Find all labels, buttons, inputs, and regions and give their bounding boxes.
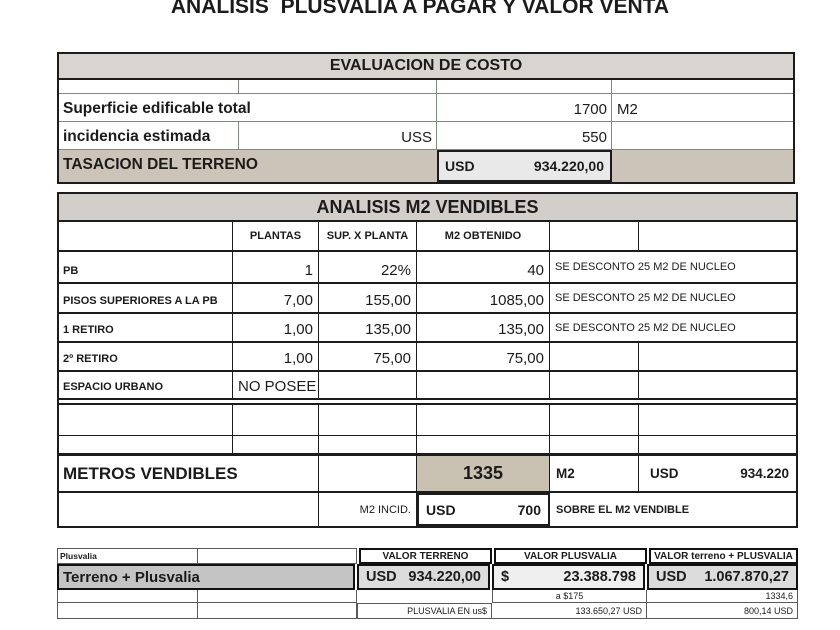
row-note: SE DESCONTO 25 M2 DE NUCLEO bbox=[555, 292, 736, 304]
tasacion-label: TASACION DEL TERRENO bbox=[63, 155, 258, 173]
spacer-cell bbox=[59, 80, 239, 94]
m2-empty-row bbox=[59, 405, 796, 436]
tasacion-value: 934.220,00 bbox=[533, 158, 604, 174]
total-currency: USD bbox=[656, 569, 687, 585]
m2-header-row bbox=[59, 222, 796, 252]
superficie-unit: M2 bbox=[612, 94, 793, 122]
m2-incid-row bbox=[59, 493, 796, 526]
empty-cell bbox=[59, 436, 233, 453]
spacer-cell bbox=[612, 80, 793, 94]
plantas-value: 1,00 bbox=[233, 314, 319, 341]
plusvalia-value: 23.388.798 bbox=[563, 569, 636, 585]
m2-value: 135,00 bbox=[417, 314, 550, 341]
terreno-currency: USD bbox=[366, 569, 397, 585]
plusvalia-en-usd-label: PLUSVALIA EN us$ bbox=[357, 603, 492, 619]
row-label: 2º RETIRO bbox=[59, 343, 233, 370]
tasacion-value-cell bbox=[437, 150, 612, 182]
row-label: 1 RETIRO bbox=[59, 314, 233, 341]
empty-cell bbox=[550, 436, 639, 453]
empty-cell bbox=[639, 436, 796, 453]
incid-currency: USD bbox=[426, 501, 456, 518]
m2-empty-row bbox=[59, 436, 796, 453]
m2-table bbox=[57, 192, 798, 528]
empty-cell bbox=[198, 590, 357, 603]
incidencia-row bbox=[59, 122, 793, 150]
sup-value: 135,00 bbox=[319, 314, 417, 341]
plusvalia-table bbox=[57, 548, 798, 619]
plusvalia-usd-value: 133.650,27 USD bbox=[492, 603, 647, 619]
incid-value: 700 bbox=[517, 501, 541, 518]
m2-header-empty bbox=[550, 222, 639, 250]
incidencia-empty-cell bbox=[612, 122, 793, 150]
empty-cell bbox=[319, 436, 417, 453]
superficie-value: 1700 bbox=[437, 94, 612, 122]
sobre-m2-note: SOBRE EL M2 VENDIBLE bbox=[556, 503, 690, 516]
m2-header-empty bbox=[59, 222, 233, 250]
col-header-m2-obtenido: M2 OBTENIDO bbox=[417, 222, 550, 250]
row-note: SE DESCONTO 25 M2 DE NUCLEO bbox=[555, 261, 736, 273]
metros-vendibles-row bbox=[59, 453, 796, 493]
empty-cell bbox=[198, 548, 357, 564]
empty-cell bbox=[639, 405, 796, 435]
metros-total-cell: 1335 bbox=[417, 456, 550, 491]
empty-cell bbox=[59, 493, 319, 526]
sup-value: 75,00 bbox=[319, 343, 417, 370]
m2-row-pisos bbox=[59, 284, 796, 314]
spacer-cell bbox=[437, 80, 612, 94]
spacer-cell bbox=[239, 80, 437, 94]
row-label: ESPACIO URBANO bbox=[59, 372, 233, 398]
total-value: 1.067.870,27 bbox=[704, 569, 789, 585]
empty-cell bbox=[417, 372, 550, 398]
sup-value: 22% bbox=[319, 252, 417, 282]
col-header-plantas: PLANTAS bbox=[233, 222, 319, 250]
empty-cell bbox=[639, 372, 796, 398]
m2-row-retiro1 bbox=[59, 314, 796, 343]
header-valor-terreno: VALOR TERRENO bbox=[359, 548, 492, 564]
total-m2-cell: 1334,6 bbox=[647, 590, 798, 603]
m2-row-pb bbox=[59, 252, 796, 284]
valor-plusvalia-cell bbox=[492, 564, 645, 590]
m2-row-retiro2 bbox=[59, 343, 796, 372]
row-note: SE DESCONTO 25 M2 DE NUCLEO bbox=[555, 321, 736, 334]
plusvalia-currency: $ bbox=[501, 569, 510, 585]
metros-vendibles-label: METROS VENDIBLES bbox=[59, 456, 319, 491]
superficie-label: Superficie edificable total bbox=[59, 94, 437, 122]
per-m2-usd-value: 800,14 USD bbox=[647, 603, 798, 619]
plantas-value: 1 bbox=[233, 252, 319, 282]
tasacion-empty-cell bbox=[612, 150, 793, 182]
cost-table-spacer-row bbox=[59, 80, 793, 94]
empty-cell bbox=[417, 405, 550, 435]
page-title-text: ANALISIS PLUSVALIA A PAGAR Y VALOR VENTA bbox=[167, 0, 673, 14]
plantas-value: NO POSEE bbox=[233, 372, 319, 398]
m2-incid-label: M2 INCID. bbox=[319, 493, 417, 526]
metros-unit: M2 bbox=[550, 456, 639, 491]
plantas-value: 7,00 bbox=[233, 284, 319, 312]
m2-table-title: ANALISIS M2 VENDIBLES bbox=[59, 194, 796, 222]
empty-cell bbox=[57, 603, 198, 619]
terreno-value: 934.220,00 bbox=[408, 569, 481, 585]
metros-usd-cell bbox=[639, 456, 796, 491]
page-title bbox=[0, 0, 840, 14]
empty-cell bbox=[550, 343, 639, 370]
tasacion-currency: USD bbox=[445, 158, 475, 174]
m2-value: 75,00 bbox=[417, 343, 550, 370]
incidencia-value: 550 bbox=[437, 122, 612, 150]
empty-cell bbox=[319, 456, 417, 491]
m2-value: 40 bbox=[417, 252, 550, 282]
plusvalia-detail-row-1 bbox=[57, 590, 798, 603]
incidencia-currency: USS bbox=[239, 122, 437, 150]
empty-cell bbox=[550, 372, 639, 398]
terreno-plusvalia-row bbox=[57, 564, 798, 590]
plusvalia-header-row bbox=[57, 548, 798, 564]
tasacion-row bbox=[59, 150, 793, 182]
m2-value: 1085,00 bbox=[417, 284, 550, 312]
m2-row-espacio-urbano bbox=[59, 372, 796, 400]
cost-table-header: EVALUACION DE COSTO bbox=[59, 54, 793, 80]
empty-cell bbox=[417, 436, 550, 453]
terreno-plusvalia-label: Terreno + Plusvalia bbox=[57, 564, 355, 590]
empty-cell bbox=[319, 405, 417, 435]
metros-value: 934.220 bbox=[740, 466, 789, 481]
plusvalia-corner-label: Plusvalia bbox=[57, 548, 198, 564]
empty-cell bbox=[198, 603, 357, 619]
plantas-value: 1,00 bbox=[233, 343, 319, 370]
row-label: PB bbox=[59, 252, 233, 282]
valor-total-cell bbox=[647, 564, 798, 590]
cost-table bbox=[57, 52, 795, 184]
empty-cell bbox=[233, 436, 319, 453]
empty-cell bbox=[550, 405, 639, 435]
header-valor-plusvalia: VALOR PLUSVALIA bbox=[494, 548, 647, 564]
row-label: PISOS SUPERIORES A LA PB bbox=[59, 284, 233, 312]
plusvalia-detail-row-2 bbox=[57, 603, 798, 619]
header-valor-total: VALOR terreno + PLUSVALIA bbox=[649, 548, 798, 564]
superficie-row bbox=[59, 94, 793, 122]
sup-value: 155,00 bbox=[319, 284, 417, 312]
empty-cell bbox=[233, 405, 319, 435]
rate-cell: a $175 bbox=[492, 590, 647, 603]
metros-currency: USD bbox=[650, 466, 679, 481]
empty-cell bbox=[357, 590, 492, 603]
incidencia-label: incidencia estimada bbox=[59, 122, 239, 150]
empty-cell bbox=[57, 590, 198, 603]
col-header-sup-x-planta: SUP. X PLANTA bbox=[319, 222, 417, 250]
empty-cell bbox=[319, 372, 417, 398]
valor-terreno-cell bbox=[357, 564, 490, 590]
empty-cell bbox=[639, 343, 796, 370]
m2-header-empty bbox=[639, 222, 796, 250]
empty-cell bbox=[59, 405, 233, 435]
usd-700-cell bbox=[417, 493, 550, 526]
